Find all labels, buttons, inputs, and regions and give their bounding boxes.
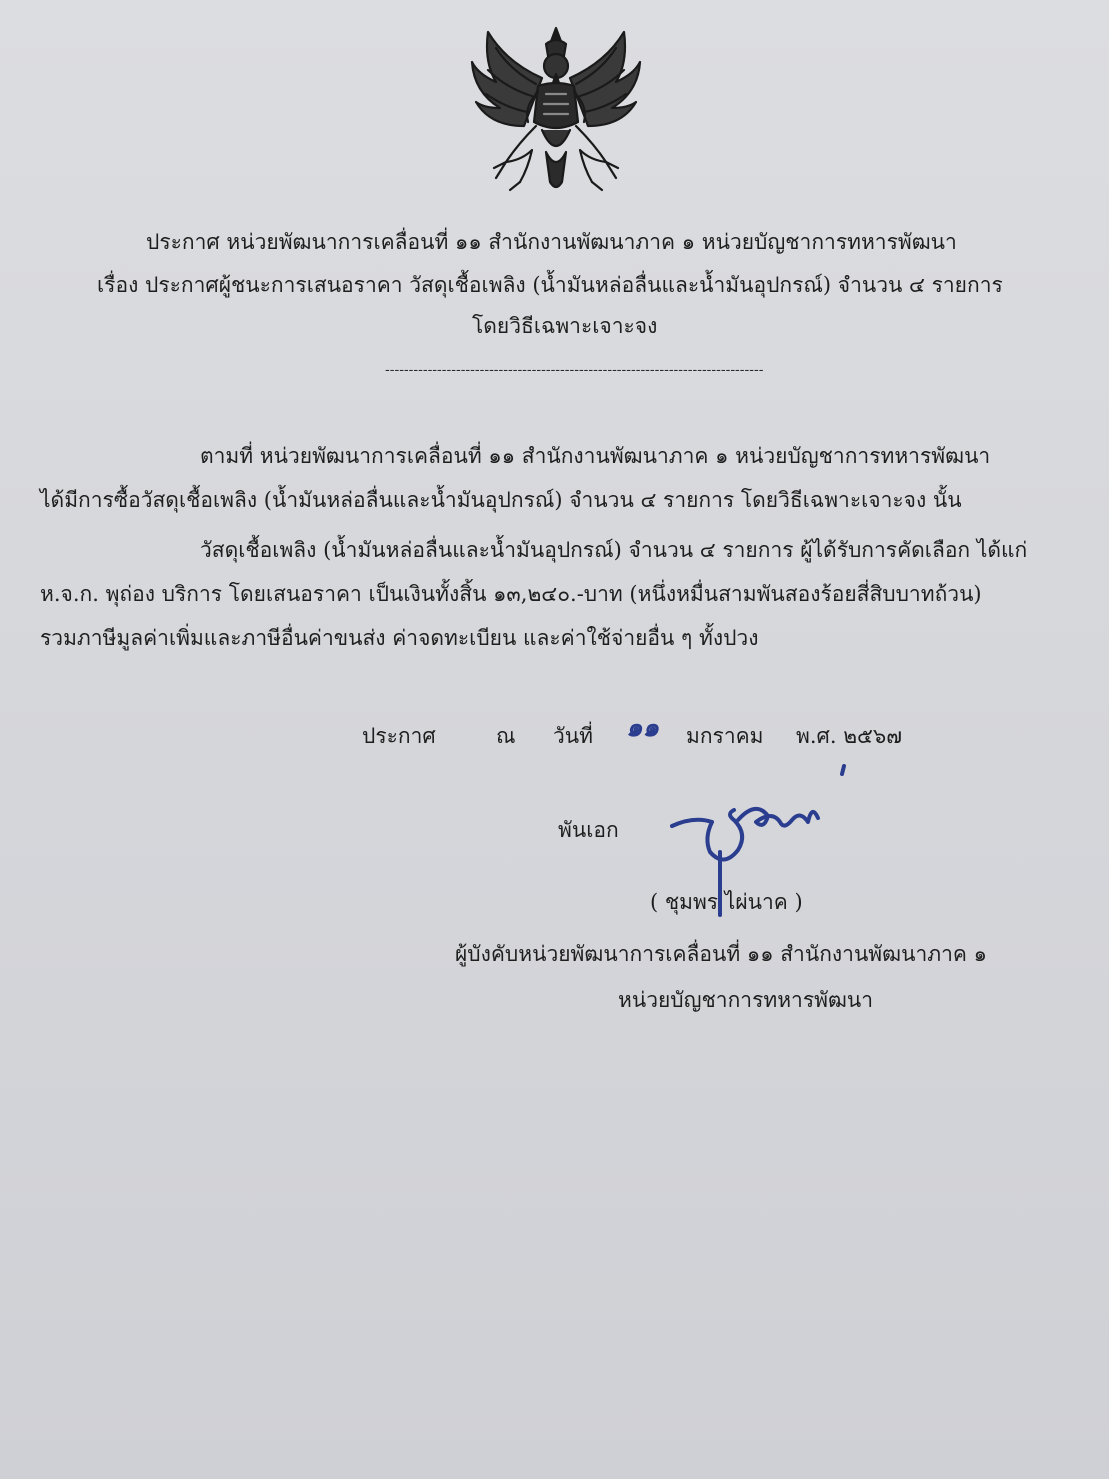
- garuda-emblem-icon: [466, 22, 646, 198]
- signer-position-line-1: ผู้บังคับหน่วยพัฒนาการเคลื่อนที่ ๑๑ สำนักงานพัฒนาภาค ๑: [455, 942, 987, 966]
- date-at-label: ณ: [496, 724, 516, 748]
- date-day-handwritten: ๑๑: [626, 713, 660, 743]
- paragraph-2-line-3: รวมภาษีมูลค่าเพิ่มและภาษีอื่นค่าขนส่ง ค่าจดทะเบียน และค่าใช้จ่ายอื่น ๆ ทั้งปวง: [40, 626, 759, 650]
- procurement-method: โดยวิธีเฉพาะเจาะจง: [472, 314, 658, 338]
- announcement-subject: เรื่อง ประกาศผู้ชนะการเสนอราคา วัสดุเชื้อเพลิง (น้ำมันหล่อลื่นและน้ำมันอุปกรณ์) จำนวน ๔ รายการ: [97, 273, 1003, 297]
- signer-position-line-2: หน่วยบัญชาการทหารพัฒนา: [618, 988, 874, 1012]
- divider-line: --------------------------------------------------------------------------------: [385, 362, 764, 378]
- date-month: มกราคม: [686, 724, 764, 748]
- paragraph-2-line-1: วัสดุเชื้อเพลิง (น้ำมันหล่อลื่นและน้ำมันอุปกรณ์) จำนวน ๔ รายการ ผู้ได้รับการคัดเลือก ได้แก่: [200, 538, 1028, 562]
- announcement-title: ประกาศ หน่วยพัฒนาการเคลื่อนที่ ๑๑ สำนักงานพัฒนาภาค ๑ หน่วยบัญชาการทหารพัฒนา: [146, 230, 957, 254]
- date-day-label: วันที่: [553, 724, 593, 748]
- date-announce-label: ประกาศ: [362, 724, 436, 748]
- paragraph-1-line-1: ตามที่ หน่วยพัฒนาการเคลื่อนที่ ๑๑ สำนักงานพัฒนาภาค ๑ หน่วยบัญชาการทหารพัฒนา: [200, 444, 991, 468]
- signer-rank: พันเอก: [558, 818, 619, 842]
- signer-name: ( ชุมพร ไผ่นาค ): [650, 890, 803, 914]
- paragraph-1-line-2: ได้มีการซื้อวัสดุเชื้อเพลิง (น้ำมันหล่อลื่นและน้ำมันอุปกรณ์) จำนวน ๔ รายการ โดยวิธีเฉพาะเจาะจง นั้น: [40, 488, 962, 512]
- paragraph-2-line-2: ห.จ.ก. พุถ่อง บริการ โดยเสนอราคา เป็นเงินทั้งสิ้น ๑๓,๒๔๐.-บาท (หนึ่งหมื่นสามพันสองร้อยสี่สิบบาทถ้วน): [40, 582, 982, 606]
- date-year: พ.ศ. ๒๕๖๗: [796, 724, 903, 748]
